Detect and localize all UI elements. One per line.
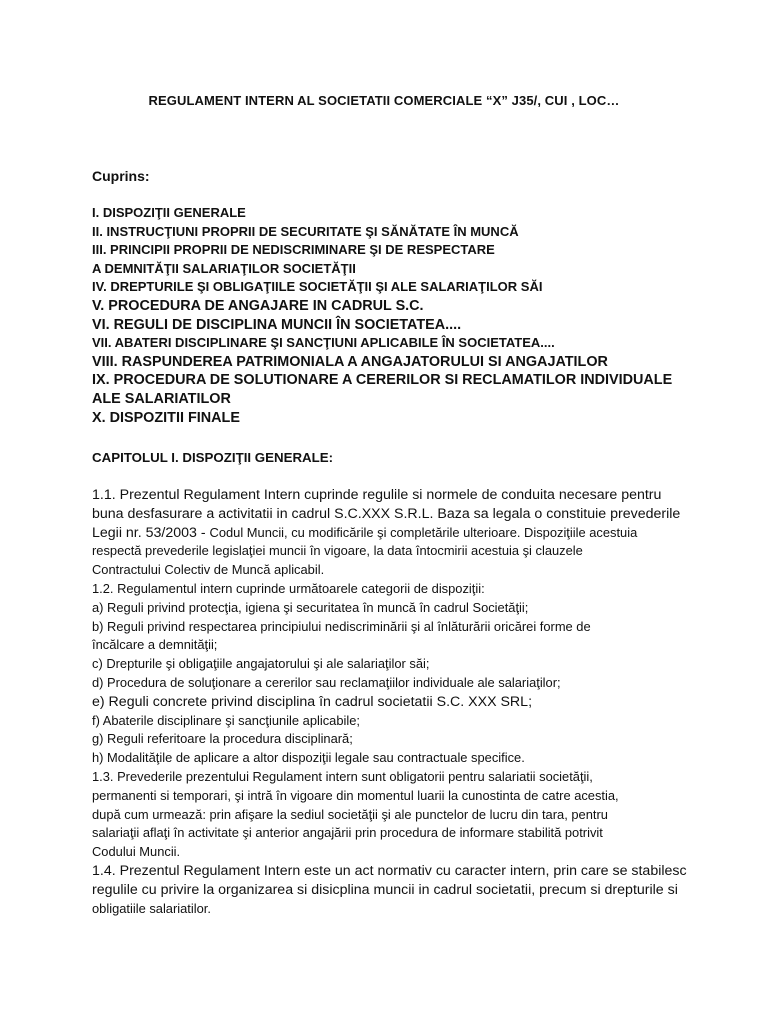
body-line: regulile cu privire la organizarea si disicplina muncii in cadrul societatii, precum si drepturile si [92, 881, 678, 898]
body-line: 1.4. Prezentul Regulament Intern este un act normativ cu caracter intern, prin care se stabilesc [92, 862, 687, 879]
toc-item: VI. REGULI DE DISCIPLINA MUNCII ÎN SOCIETATEA.... [92, 316, 462, 333]
body-line: permanenti si temporari, şi intră în vigoare din momentul luarii la cunostinta de catre acestia, [92, 787, 619, 803]
toc-item: V. PROCEDURA DE ANGAJARE IN CADRUL S.C. [92, 297, 424, 314]
body-line: respectă prevederile legislaţiei muncii în vigoare, la data întocmirii acestuia şi clauzele [92, 543, 583, 559]
toc-item: A DEMNITĂŢII SALARIAŢILOR SOCIETĂŢII [92, 260, 356, 276]
body-line: 1.2. Regulamentul intern cuprinde următoarele categorii de dispoziţii: [92, 580, 485, 596]
body-line: încălcare a demnităţii; [92, 637, 218, 653]
toc-item: ALE SALARIATILOR [92, 390, 231, 407]
toc-item: IV. DREPTURILE ŞI OBLIGAŢIILE SOCIETĂŢII ŞI ALE SALARIAŢILOR SĂI [92, 279, 543, 295]
body-line: d) Procedura de soluţionare a cererilor sau reclamaţiilor individuale ale salariaţilor; [92, 674, 561, 690]
toc-item: II. INSTRUCŢIUNI PROPRII DE SECURITATE ŞI SĂNĂTATE ÎN MUNCĂ [92, 223, 519, 239]
body-line: 1.1. Prezentul Regulament Intern cuprinde regulile si normele de conduita necesare pentru [92, 487, 662, 503]
contents-label: Cuprins: [92, 168, 150, 184]
table-of-contents [92, 204, 712, 427]
body-line: Contractului Colectiv de Muncă aplicabil. [92, 562, 325, 578]
chapter-body [92, 486, 732, 918]
toc-item: I. DISPOZIŢII GENERALE [92, 205, 246, 220]
body-line: e) Reguli concrete privind disciplina în cadrul societatii S.C. XXX SRL; [92, 693, 533, 710]
body-line: b) Reguli privind respectarea principiului nediscriminării şi al înlăturării oricărei forme de [92, 618, 591, 634]
body-line: a) Reguli privind protecţia, igiena şi securitatea în muncă în cadrul Societăţii; [92, 599, 529, 615]
body-line: salariaţii aflaţi în activitate şi anterior angajării prin procedura de informare stabilită potrivit [92, 825, 603, 841]
body-line: f) Abaterile disciplinare şi sancţiunile aplicabile; [92, 712, 360, 728]
body-line [92, 524, 732, 543]
toc-item: VII. ABATERI DISCIPLINARE ŞI SANCŢIUNI APLICABILE ÎN SOCIETATEA.... [92, 335, 555, 351]
toc-item: III. PRINCIPII PROPRII DE NEDISCRIMINARE ŞI DE RESPECTARE [92, 242, 495, 258]
toc-item: X. DISPOZITII FINALE [92, 409, 240, 426]
body-line: după cum urmează: prin afişare la sediul societăţii şi ale punctelor de lucru din tara, pentru [92, 806, 608, 822]
body-line-part: Codul Muncii, cu modificările şi completările ulterioare. Dispoziţiile acestuia [209, 524, 638, 540]
body-line: Codului Muncii. [92, 844, 181, 860]
body-line: g) Reguli referitoare la procedura disciplinară; [92, 731, 353, 747]
toc-item: IX. PROCEDURA DE SOLUTIONARE A CERERILOR SI RECLAMATILOR INDIVIDUALE [92, 372, 673, 389]
body-line-part: Legii nr. 53/2003 - [92, 524, 210, 541]
body-line: 1.3. Prevederile prezentului Regulament intern sunt obligatorii pentru salariatii societăţii, [92, 768, 593, 784]
document-title: REGULAMENT INTERN AL SOCIETATII COMERCIALE “X” J35/, CUI , LOC… [148, 93, 620, 108]
body-line: obligatiile salariatilor. [92, 900, 211, 916]
body-line: h) Modalităţile de aplicare a altor dispoziţii legale sau contractuale specifice. [92, 750, 525, 766]
toc-item: VIII. RASPUNDEREA PATRIMONIALA A ANGAJATORULUI SI ANGAJATILOR [92, 353, 608, 370]
body-line: c) Drepturile şi obligaţiile angajatorului şi ale salariaţilor săi; [92, 656, 430, 672]
chapter-title: CAPITOLUL I. DISPOZIŢII GENERALE: [92, 450, 334, 465]
body-line: buna desfasurare a activitatii in cadrul S.C.XXX S.R.L. Baza sa legala o constituie prevederile [92, 505, 681, 522]
